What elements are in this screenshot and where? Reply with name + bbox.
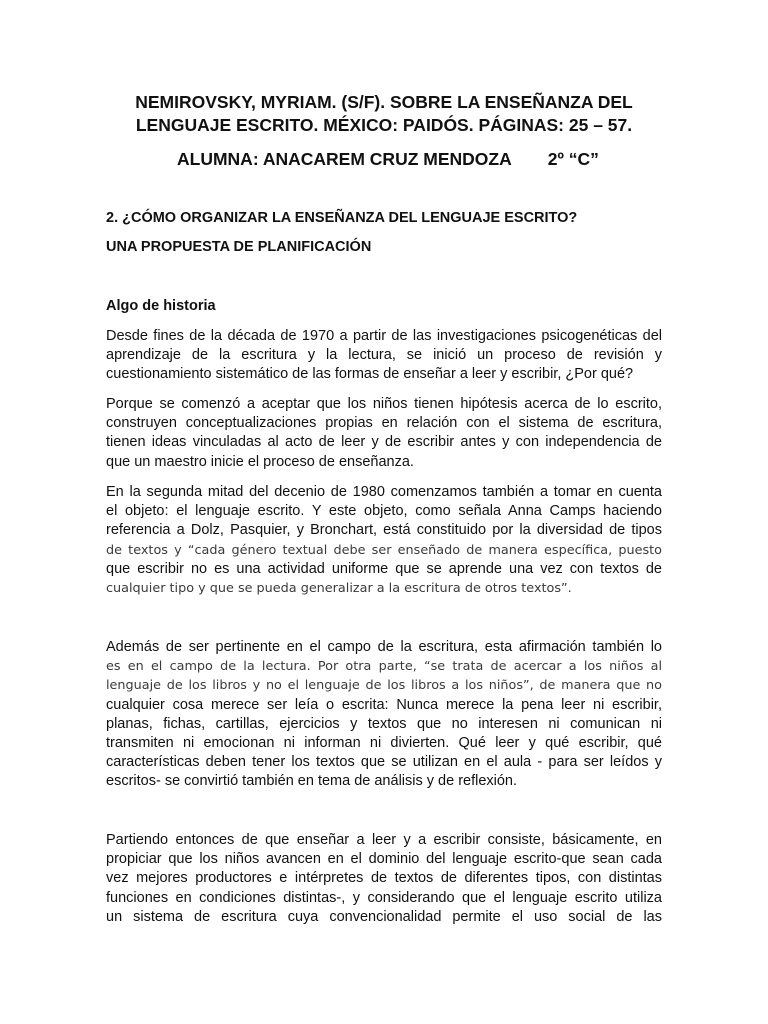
paragraph-line: Partiendo entonces de que enseñar a leer y a escribir consiste, básicamente, en: [106, 832, 662, 848]
paragraph-4: [106, 638, 662, 792]
paragraph-line: Además de ser pertinente en el campo de la escritura, esta afirmación también lo: [106, 639, 662, 655]
paragraph-line: planas, fichas, cartillas, ejercicios y textos que no interesen ni comunican ni: [106, 715, 662, 732]
section-title: Algo de historia: [106, 298, 216, 314]
paragraph-3: [106, 483, 662, 598]
paragraph-line: un sistema de escritura cuya convencionalidad permite el uso social de las: [106, 908, 662, 925]
title-line-2: LENGUAJE ESCRITO. MÉXICO: PAIDÓS. PÁGINAS: 25 – 57.: [135, 115, 633, 135]
paragraph-line: lenguaje de los libros y no el lenguaje de los libros a los niños”, de manera que no: [106, 678, 662, 694]
paragraph-line: escritos- se convirtió también en tema de análisis y de reflexión.: [106, 773, 518, 790]
paragraph-line: Porque se comenzó a aceptar que los niños tienen hipótesis acerca de lo escrito,: [106, 396, 662, 412]
paragraph-line: referencia a Dolz, Pasquier, y Bronchart, está constituido por la diversidad de tipos: [106, 522, 662, 539]
paragraph-line: aprendizaje de la escritura y la lectura, se inició un proceso de revisión y: [106, 347, 662, 364]
paragraph-line: funciones en condiciones distintas-, y considerando que el lenguaje escrito utiliza: [106, 889, 662, 906]
paragraph-5: [106, 831, 662, 927]
paragraph-1: [106, 327, 662, 385]
student-grade: 2º “C”: [547, 149, 599, 169]
paragraph-line: En la segunda mitad del decenio de 1980 comenzamos también a tomar en cuenta: [106, 484, 662, 500]
chapter-heading: 2. ¿CÓMO ORGANIZAR LA ENSEÑANZA DEL LENGUAJE ESCRITO?: [106, 210, 578, 226]
paragraph-line: que escribir no es una actividad uniforme que se aprende una vez con textos de: [106, 560, 662, 577]
paragraph-2: [106, 395, 662, 472]
paragraph-line: el objeto: el lenguaje escrito. Y este objeto, como señala Anna Camps haciendo: [106, 503, 662, 520]
paragraph-line: construyen conceptualizaciones propias en relación con el sistema de escritura,: [106, 415, 662, 432]
paragraph-line: es en el campo de la lectura. Por otra parte, “se trata de acercar a los niños al: [106, 659, 662, 675]
chapter-subheading: UNA PROPUESTA DE PLANIFICACIÓN: [106, 239, 372, 255]
paragraph-line: cualquier cosa merece ser leía o escrita: Nunca merece la pena leer ni escribir,: [106, 696, 662, 713]
paragraph-line: cuestionamiento sistemático de las formas de enseñar a leer y escribir, ¿Por qué?: [106, 366, 634, 383]
paragraph-line: transmiten ni emocionan ni informan ni divierten. Qué leer y qué escribir, qué: [106, 734, 662, 751]
paragraph-line: cualquier tipo y que se pueda generalizar a la escritura de otros textos”.: [106, 580, 572, 596]
paragraph-line: que un maestro inicie el proceso de enseñanza.: [106, 453, 414, 470]
student-line: [177, 148, 599, 170]
student-name: ALUMNA: ANACAREM CRUZ MENDOZA: [177, 149, 512, 169]
paragraph-line: tienen ideas vinculadas al acto de leer y de escribir antes y con independencia de: [106, 434, 662, 451]
paragraph-line: de textos y “cada género textual debe ser enseñado de manera específica, puesto: [106, 542, 662, 558]
paragraph-line: vez mejores productores e intérpretes de textos de diferentes tipos, con distintas: [106, 870, 662, 887]
paragraph-line: Desde fines de la década de 1970 a partir de las investigaciones psicogenéticas del: [106, 328, 662, 344]
paragraph-line: características deben tener los textos que se utilizan en el aula - para ser leídos y: [106, 754, 662, 771]
paragraph-line: propiciar que los niños avancen en el dominio del lenguaje escrito-que sean cada: [106, 851, 662, 868]
title-line-1: NEMIROVSKY, MYRIAM. (S/F). SOBRE LA ENSEÑANZA DEL: [135, 92, 633, 112]
document-title: [100, 91, 668, 137]
